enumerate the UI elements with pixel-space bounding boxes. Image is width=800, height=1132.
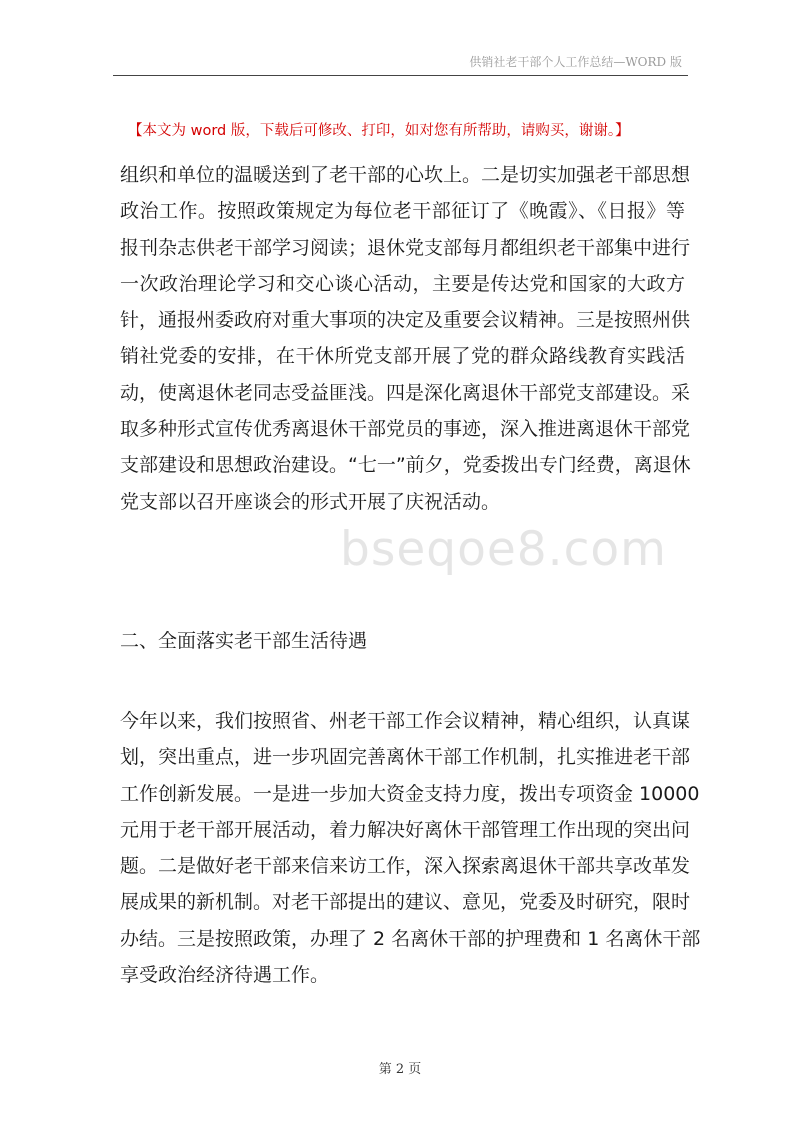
text-line: 针，通报州委政府对重大事项的决定及重要会议精神。三是按照州供: [120, 309, 691, 332]
download-notice: 【本文为 word 版，下载后可修改、打印，如对您有所帮助，请购买，谢谢。】: [128, 123, 630, 139]
text-line: 工作创新发展。一是进一步加大资金支持力度，拨出专项资金 10000: [120, 782, 700, 805]
text-line: 展成果的新机制。对老干部提出的建议、意见，党委及时研究，限时: [120, 891, 691, 914]
section-heading: 二、全面落实老干部生活待遇: [120, 630, 368, 652]
text-line: 政治工作。按照政策规定为每位老干部征订了《晚霞》、《日报》等: [120, 200, 685, 223]
text-line: 题。二是做好老干部来信来访工作，深入探索离退休干部共享改革发: [120, 855, 691, 878]
text-line: 组织和单位的温暖送到了老干部的心坎上。二是切实加强老干部思想: [120, 164, 691, 186]
text-line: 支部建设和思想政治建设。“七一”前夕，党委拨出专门经费，离退休: [120, 454, 691, 477]
text-line: 动，使离退休老同志受益匪浅。四是深化离退休干部党支部建设。采: [120, 381, 691, 404]
text-line: 销社党委的安排，在干休所党支部开展了党的群众路线教育实践活: [120, 345, 685, 368]
body-paragraph-1: [120, 157, 691, 520]
text-line: 享受政治经济待遇工作。: [120, 964, 330, 987]
page-number: 第 2 页: [378, 1062, 422, 1077]
watermark: bseqoe8.com: [340, 522, 667, 577]
text-line: 报刊杂志供老干部学习阅读；退休党支部每月都组织老干部集中进行: [120, 236, 691, 259]
text-line: 今年以来，我们按照省、州老干部工作会议精神，精心组织，认真谋: [120, 710, 691, 732]
body-paragraph-2: [120, 703, 701, 993]
text-line: 元用于老干部开展活动，着力解决好离休干部管理工作出现的突出问: [120, 818, 691, 841]
text-line: 划，突出重点，进一步巩固完善离休干部工作机制，扎实推进老干部: [120, 746, 691, 769]
text-line: 党支部以召开座谈会的形式开展了庆祝活动。: [120, 490, 501, 513]
page-header-title: 供销社老干部个人工作总结—WORD 版: [469, 55, 682, 69]
text-line: 办结。三是按照政策，办理了 2 名离休干部的护理费和 1 名离休干部: [120, 927, 701, 950]
text-line: 一次政治理论学习和交心谈心活动，主要是传达党和国家的大政方: [120, 272, 685, 295]
text-line: 取多种形式宣传优秀离退休干部党员的事迹，深入推进离退休干部党: [120, 418, 691, 441]
header-divider: [113, 75, 688, 76]
